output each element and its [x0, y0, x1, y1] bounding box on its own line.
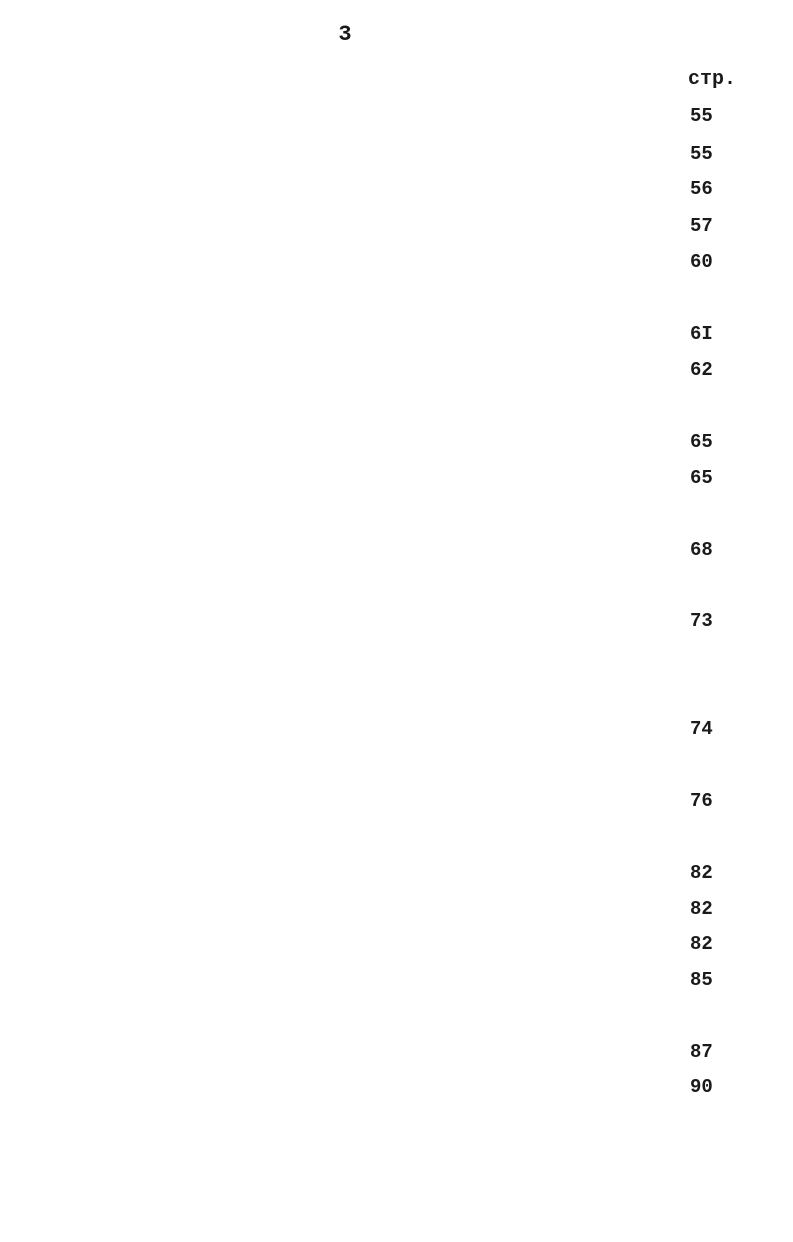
- toc-entry-5-1-2: [86, 967, 687, 997]
- toc-page: 87: [690, 1041, 713, 1063]
- toc-entry-3-6: [74, 355, 687, 385]
- toc-entry-4-2: [74, 499, 687, 529]
- toc-entry-4-3-cont: [130, 606, 687, 636]
- toc-entry-3-5: [74, 283, 687, 313]
- toc-entry-5-1-4: [74, 1075, 687, 1105]
- toc-page: 6I: [690, 323, 713, 345]
- toc-entry-4-2-cont: [130, 535, 687, 565]
- toc-entry-5-1-3: [86, 1003, 687, 1033]
- toc-page: 56: [690, 178, 713, 200]
- toc-page: 62: [690, 359, 713, 381]
- page-number: 3: [338, 22, 352, 47]
- toc-page: 55: [690, 105, 713, 127]
- toc-entry-5-1: [74, 896, 687, 926]
- toc-page: 76: [690, 790, 713, 812]
- toc-entry-3-2: [74, 174, 687, 204]
- toc-entry-4-3: [74, 571, 687, 601]
- toc-page: 82: [690, 898, 713, 920]
- toc-page: 57: [690, 215, 713, 237]
- toc-page: 74: [690, 718, 713, 740]
- toc-page: 73: [690, 610, 713, 632]
- toc-page: 82: [690, 862, 713, 884]
- toc-entry-ch5: [42, 824, 687, 854]
- toc-entry-3-5-cont: [138, 319, 687, 349]
- toc-page: 55: [690, 143, 713, 165]
- toc-page: 82: [690, 933, 713, 955]
- toc-page: 60: [690, 251, 713, 273]
- toc-entry-3-4: [74, 247, 687, 277]
- toc-page: 68: [690, 539, 713, 561]
- toc-entry-5-1-1: [86, 931, 687, 961]
- toc-page: 85: [690, 969, 713, 991]
- toc-entry-4-4-cont: [130, 681, 687, 711]
- toc-page: 65: [690, 467, 713, 489]
- toc-entry-4-5-cont: [130, 788, 687, 818]
- toc-entry-3-1: [74, 139, 687, 169]
- toc-entry-4-4: [74, 645, 687, 675]
- toc-entry-ch4-cont: [140, 427, 687, 457]
- toc-page: 90: [690, 1076, 713, 1098]
- toc-entry-ch4: [42, 391, 687, 421]
- page-column-header: стр.: [688, 68, 737, 91]
- toc-entry-ch3: [42, 101, 687, 131]
- toc-entry-4-5: [74, 752, 687, 782]
- toc-entry-3-3: [74, 211, 687, 241]
- toc-entry-5-2: [62, 1111, 702, 1141]
- toc-entry-4-1: [74, 463, 687, 493]
- toc-page: 65: [690, 431, 713, 453]
- toc-entry-ch5-cont: [140, 860, 687, 890]
- toc-entry-4-4-cont2: [130, 716, 687, 746]
- toc-entry-5-1-3-cont: [160, 1039, 687, 1069]
